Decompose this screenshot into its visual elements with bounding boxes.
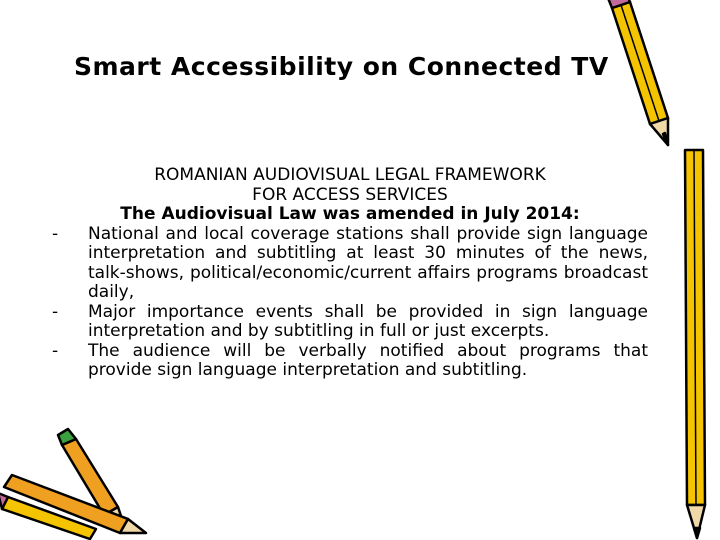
slide-title: Smart Accessibility on Connected TV [74,52,609,81]
bullet-text: The audience will be verbally notified about programs that provide sign language interpretation and subtitling. [88,340,648,380]
bullet-text: National and local coverage stations shall provide sign language interpretation and subtitling at least 30 minutes of the news, talk-shows, political/economic/current affairs programs broadcast daily, [88,223,648,302]
slide-body [52,166,648,381]
bullet-marker: - [52,301,59,322]
bullet-marker: - [52,223,59,244]
subheading: The Audiovisual Law was amended in July 2014: [120,204,580,224]
bullet-text: Major importance events shall be provided in sign language interpretation and by subtitling in full or just excerpts. [88,301,648,341]
bullet-marker: - [52,340,59,361]
heading-line-2: FOR ACCESS SERVICES [252,184,448,205]
heading-line-1: ROMANIAN AUDIOVISUAL LEGAL FRAMEWORK [154,165,546,185]
pencil-icon [590,0,715,540]
bullet-item [52,225,648,303]
bullet-item [52,342,648,381]
bullet-item [52,303,648,342]
crayons-icon [0,425,150,540]
